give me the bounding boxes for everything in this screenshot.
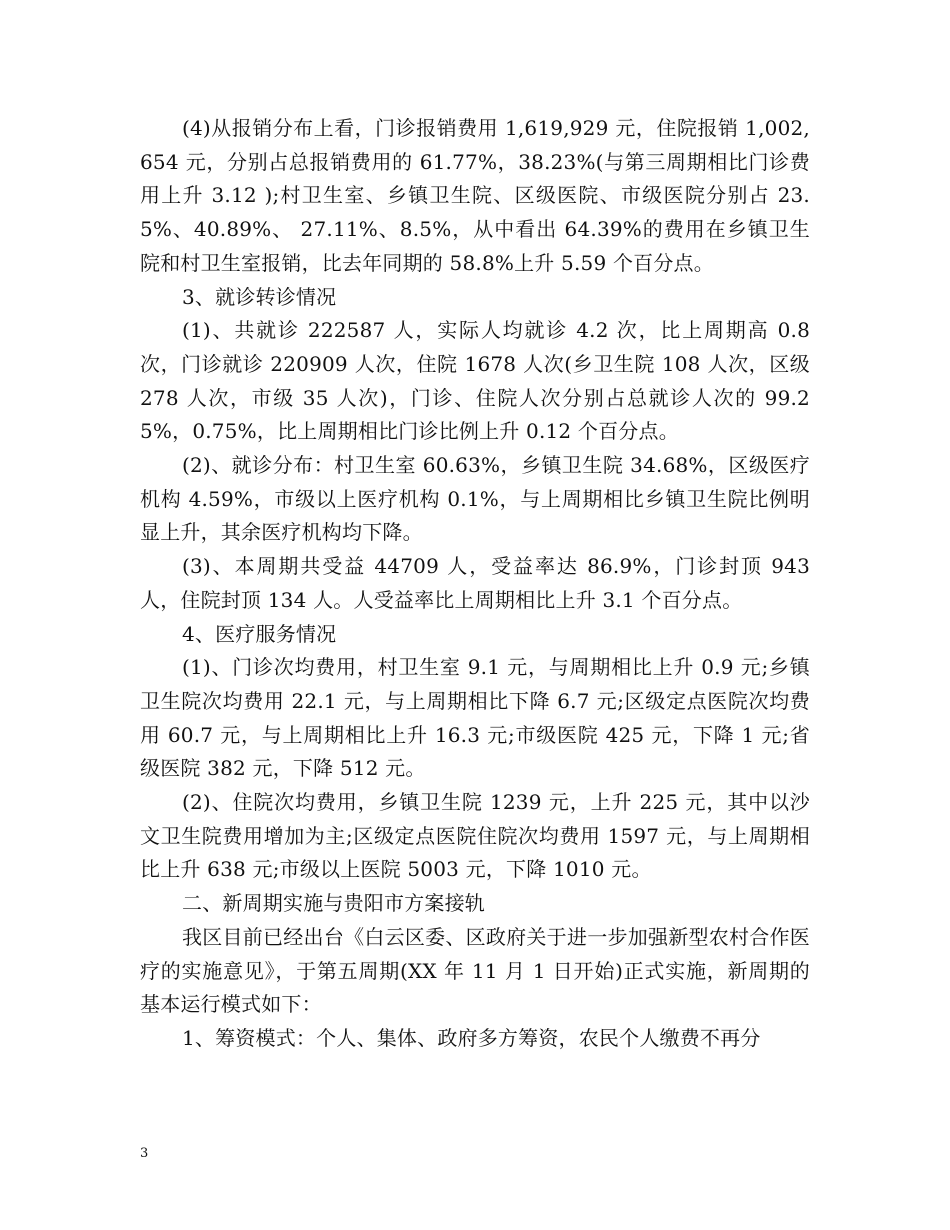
paragraph-implementation-opinion: 我区目前已经出台《白云区委、区政府关于进一步加强新型农村合作医疗的实施意见》，于第五周期(XX 年 11 月 1 日开始)正式实施，新周期的基本运行模式如下： (140, 924, 810, 1017)
paragraph-reimbursement-distribution: (4)从报销分布上看，门诊报销费用 1,619,929 元，住院报销 1,002,654 元，分别占总报销费用的 61.77%，38.23%(与第三周期相比门诊费用上升 3.12 );村卫生室、乡镇卫生院、区级医院、市级医院分别占 23.5%、40.89%、 27.11%、8.5%，从中看出 64.39%的费用在乡镇卫生院和村卫生室报销，比去年同期的 58.8%上升 5.59 个百分点。 (140, 116, 810, 275)
heading-medical-services: 4、医疗服务情况 (182, 621, 337, 646)
paragraph-funding-model: 1、筹资模式：个人、集体、政府多方筹资，农民个人缴费不再分 (182, 1025, 761, 1050)
paragraph-total-visits: (1)、共就诊 222587 人，实际人均就诊 4.2 次，比上周期高 0.8 次，门诊就诊 220909 人次，住院 1678 人次(乡卫生院 108 人次，区级 278 人次，市级 35 人次)，门诊、住院人次分别占总就诊人次的 99.25%，0.75%，比上周期相比门诊比例上升 0.12 个百分点。 (140, 318, 810, 444)
paragraph-inpatient-cost: (2)、住院次均费用，乡镇卫生院 1239 元，上升 225 元，其中以沙文卫生院费用增加为主;区级定点医院住院次均费用 1597 元，与上周期相比上升 638 元;市级以上医院 5003 元，下降 1010 元。 (140, 790, 810, 882)
heading-new-period: 二、新周期实施与贵阳市方案接轨 (182, 891, 485, 916)
paragraph-outpatient-cost: (1)、门诊次均费用，村卫生室 9.1 元，与周期相比上升 0.9 元;乡镇卫生院次均费用 22.1 元，与上周期相比下降 6.7 元;区级定点医院次均费用 60.7 元，与上周期相比上升 16.3 元;市级医院 425 元，下降 1 元;省级医院 382 元，下降 512 元。 (140, 655, 810, 781)
document-body (140, 112, 810, 1056)
heading-visits-referrals: 3、就诊转诊情况 (182, 284, 337, 309)
page-number: 3 (140, 1146, 149, 1161)
paragraph-beneficiaries: (3)、本周期共受益 44709 人，受益率达 86.9%，门诊封顶 943 人，住院封顶 134 人。人受益率比上周期相比上升 3.1 个百分点。 (140, 554, 810, 612)
paragraph-visit-distribution: (2)、就诊分布：村卫生室 60.63%，乡镇卫生院 34.68%，区级医疗机构 4.59%，市级以上医疗机构 0.1%，与上周期相比乡镇卫生院比例明显上升，其余医疗机构均下降。 (140, 453, 810, 545)
